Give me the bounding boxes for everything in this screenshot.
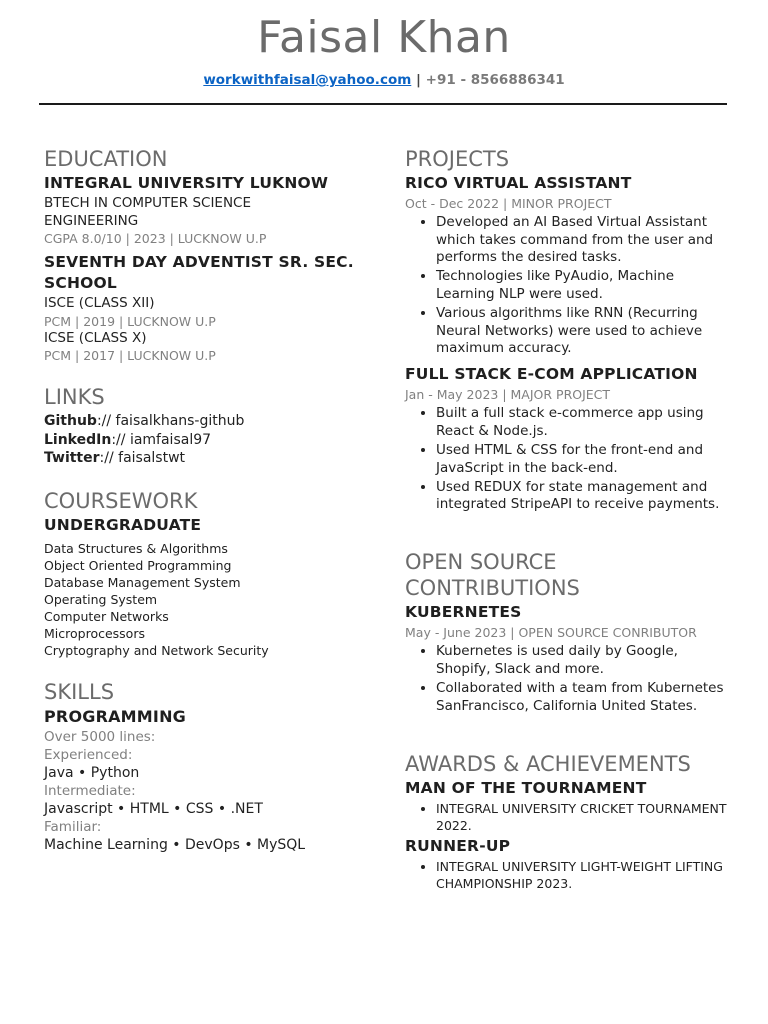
link-value[interactable]: faisalstwt xyxy=(118,450,186,466)
award-bullets xyxy=(405,858,735,893)
skills-intermediate-label: Intermediate: xyxy=(44,782,136,799)
course-item: Computer Networks xyxy=(44,608,169,624)
education-school-cont: SCHOOL xyxy=(44,274,117,292)
contact-separator: | xyxy=(416,72,421,88)
course-item: Database Management System xyxy=(44,574,241,590)
project-name: FULL STACK E-COM APPLICATION xyxy=(405,365,698,384)
project-meta: Oct - Dec 2022 | MINOR PROJECT xyxy=(405,196,612,211)
links-title: LINKS xyxy=(44,385,105,409)
education-degree: BTECH IN COMPUTER SCIENCE xyxy=(44,195,252,211)
open-source-bullets xyxy=(405,643,735,715)
open-source-bullet: • Collaborated with a team from Kubernetes SanFrancisco, California United States. xyxy=(436,680,735,715)
resume-name: Faisal Khan xyxy=(257,12,511,63)
link-label: LinkedIn xyxy=(44,431,112,448)
link-value[interactable]: faisalkhans-github xyxy=(115,413,245,429)
award-bullet: • INTEGRAL UNIVERSITY LIGHT-WEIGHT LIFTING CHAMPIONSHIP 2023. xyxy=(436,858,735,893)
education-school: SEVENTH DAY ADVENTIST SR. SEC. xyxy=(44,253,354,271)
right-column xyxy=(405,146,735,895)
link-value[interactable]: iamfaisal97 xyxy=(129,431,212,448)
project-bullet: • Developed an AI Based Virtual Assistant which takes command from the user and performs the desired tasks. xyxy=(436,214,735,267)
links-section xyxy=(44,384,374,468)
project-bullet: • Built a full stack e-commerce app using React & Node.js. xyxy=(436,405,735,440)
skills-section xyxy=(44,679,374,854)
link-github[interactable]: Github:// faisalkhans-github xyxy=(44,413,245,429)
course-item: Operating System xyxy=(44,591,158,607)
education-title: EDUCATION xyxy=(44,147,168,171)
awards-section xyxy=(405,751,735,893)
course-item: Object Oriented Programming xyxy=(44,557,232,573)
education-meta: PCM | 2019 | LUCKNOW U.P xyxy=(44,313,216,329)
link-label: Twitter xyxy=(44,450,100,466)
project-meta: Jan - May 2023 | MAJOR PROJECT xyxy=(405,387,611,403)
project-bullet: • Various algorithms like RNN (Recurring Neural Networks) were used to achieve maximum accuracy. xyxy=(436,305,735,358)
education-degree: ISCE (CLASS XII) xyxy=(44,295,155,311)
skills-experienced-label: Experienced: xyxy=(44,746,133,763)
education-section xyxy=(44,146,374,364)
skills-experienced: Java • Python xyxy=(44,764,140,781)
education-degree: ICSE (CLASS X) xyxy=(44,329,147,346)
skills-lines: Over 5000 lines: xyxy=(44,728,156,745)
awards-title: AWARDS & ACHIEVEMENTS xyxy=(405,751,691,776)
skills-intermediate: Javascript • HTML • CSS • .NET xyxy=(44,800,263,817)
award-bullets xyxy=(405,800,735,835)
link-linkedin[interactable]: LinkedIn:// iamfaisal97 xyxy=(44,431,212,448)
award-name: RUNNER-UP xyxy=(405,836,511,855)
coursework-section xyxy=(44,488,374,659)
skills-subtitle: PROGRAMMING xyxy=(44,706,187,726)
skills-familiar: Machine Learning • DevOps • MySQL xyxy=(44,836,306,853)
education-meta: CGPA 8.0/10 | 2023 | LUCKNOW U.P xyxy=(44,231,267,246)
open-source-title: OPEN SOURCE CONTRIBUTIONS xyxy=(405,550,580,601)
projects-section xyxy=(405,146,735,514)
award-name: MAN OF THE TOURNAMENT xyxy=(405,778,647,797)
coursework-title: COURSEWORK xyxy=(44,488,198,513)
link-twitter[interactable]: Twitter:// faisalstwt xyxy=(44,450,186,466)
left-column xyxy=(44,146,374,854)
project-name: RICO VIRTUAL ASSISTANT xyxy=(405,174,632,192)
coursework-subtitle: UNDERGRADUATE xyxy=(44,515,202,534)
projects-title: PROJECTS xyxy=(405,147,510,171)
course-item: Microprocessors xyxy=(44,625,145,641)
contact-line xyxy=(0,72,768,88)
course-item: Data Structures & Algorithms xyxy=(44,540,228,556)
skills-title: SKILLS xyxy=(44,679,115,704)
open-source-bullet: • Kubernetes is used daily by Google, Shopify, Slack and more. xyxy=(436,643,735,678)
education-school: INTEGRAL UNIVERSITY LUKNOW xyxy=(44,174,329,192)
link-label: Github xyxy=(44,413,97,429)
open-source-name: KUBERNETES xyxy=(405,603,522,622)
open-source-section xyxy=(405,549,735,715)
phone-number: +91 - 8566886341 xyxy=(425,72,565,88)
project-bullets xyxy=(405,405,735,514)
email-link[interactable]: workwithfaisal@yahoo.com xyxy=(203,72,412,88)
project-bullets xyxy=(405,214,735,358)
award-bullet: • INTEGRAL UNIVERSITY CRICKET TOURNAMENT 2022. xyxy=(436,800,735,835)
education-meta: PCM | 2017 | LUCKNOW U.P xyxy=(44,348,216,363)
project-bullet: • Technologies like PyAudio, Machine Learning NLP were used. xyxy=(436,268,735,303)
header-divider xyxy=(39,103,727,105)
open-source-meta: May - June 2023 | OPEN SOURCE CONRIBUTOR xyxy=(405,625,697,641)
skills-familiar-label: Familiar: xyxy=(44,818,102,835)
project-bullet: • Used HTML & CSS for the front-end and JavaScript in the back-end. xyxy=(436,442,735,477)
project-bullet: • Used REDUX for state management and integrated StripeAPI to receive payments. xyxy=(436,479,735,514)
education-degree-cont: ENGINEERING xyxy=(44,212,139,229)
course-item: Cryptography and Network Security xyxy=(44,642,269,658)
